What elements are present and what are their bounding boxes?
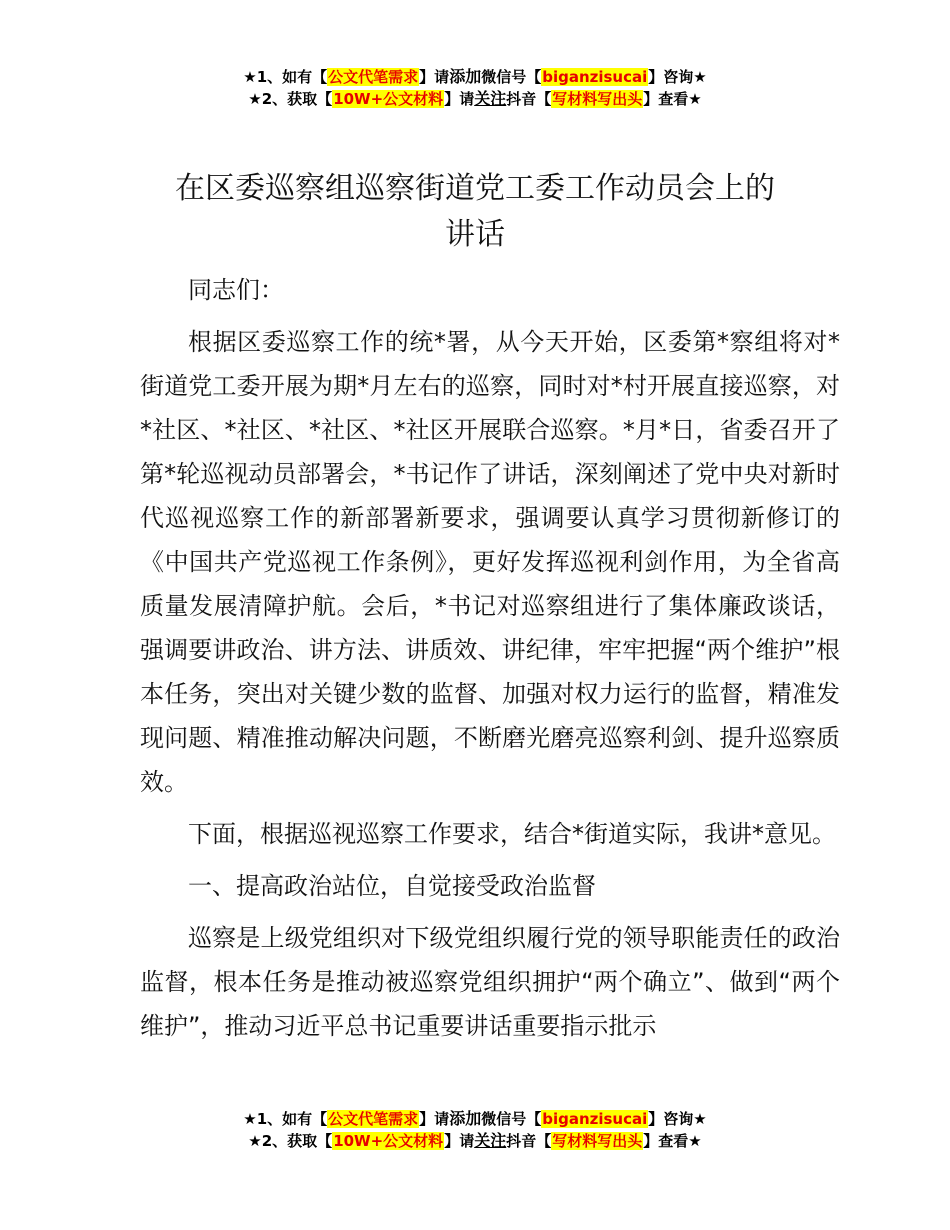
document-title	[100, 166, 850, 258]
highlight-douyin: 写材料写出头	[552, 90, 643, 108]
title-line-1: 在区委巡察组巡察街道党工委工作动员会上的	[175, 171, 775, 206]
highlight-wechat-id: biganzisucai	[542, 1110, 648, 1128]
banner-line-2: ★2、获取【10W+公文材料】请关注抖音【写材料写出头】查看★	[248, 89, 702, 108]
section-heading: 一、提高政治站位，自觉接受政治监督	[188, 872, 596, 900]
paragraph: 巡察是上级党组织对下级党组织履行党的领导职能责任的政治监督，根本任务是推动被巡察党组织拥护“两个确立”、做到“两个维护”，推动习近平总书记重要讲话重要指示批示	[140, 924, 840, 1040]
document-body	[140, 268, 840, 1048]
star-icon: ★	[243, 1110, 257, 1128]
highlight-wechat-id: biganzisucai	[542, 68, 648, 86]
star-icon: ★	[248, 1132, 262, 1150]
star-icon: ★	[243, 68, 257, 86]
paragraph: 根据区委巡察工作的统*署，从今天开始，区委第*察组将对*街道党工委开展为期*月左右的巡察，同时对*村开展直接巡察，对*社区、*社区、*社区、*社区开展联合巡察。*月*日，省委召开了第*轮巡视动员部署会，*书记作了讲话，深刻阐述了党中央对新时代巡视巡察工作的新部署新要求，强调要认真学习贯彻新修订的《中国共产党巡视工作条例》，更好发挥巡视利剑作用，为全省高质量发展清障护航。会后，*书记对巡察组进行了集体廉政谈话，强调要讲政治、讲方法、讲质效、讲纪律，牢牢把握“两个维护”根本任务，突出对关键少数的监督、加强对权力运行的监督，精准发现问题、精准推动解决问题，不断磨光磨亮巡察利剑、提升巡察质效。	[140, 328, 840, 796]
highlight-materials: 10W+公文材料	[333, 1132, 444, 1150]
banner-line-1: ★1、如有【公文代笔需求】请添加微信号【biganzisucai】咨询★	[243, 67, 707, 86]
banner-line-1: ★1、如有【公文代笔需求】请添加微信号【biganzisucai】咨询★	[243, 1109, 707, 1128]
footer-banner	[0, 1108, 950, 1152]
banner-line-2: ★2、获取【10W+公文材料】请关注抖音【写材料写出头】查看★	[248, 1131, 702, 1150]
paragraph: 下面，根据巡视巡察工作要求，结合*街道实际，我讲*意见。	[188, 820, 836, 848]
star-icon: ★	[248, 90, 262, 108]
highlight-service: 公文代笔需求	[328, 68, 419, 86]
highlight-douyin: 写材料写出头	[552, 1132, 643, 1150]
salutation: 同志们：	[188, 276, 284, 304]
highlight-service: 公文代笔需求	[328, 1110, 419, 1128]
highlight-materials: 10W+公文材料	[333, 90, 444, 108]
header-banner	[0, 66, 950, 110]
title-line-2: 讲话	[445, 217, 505, 252]
